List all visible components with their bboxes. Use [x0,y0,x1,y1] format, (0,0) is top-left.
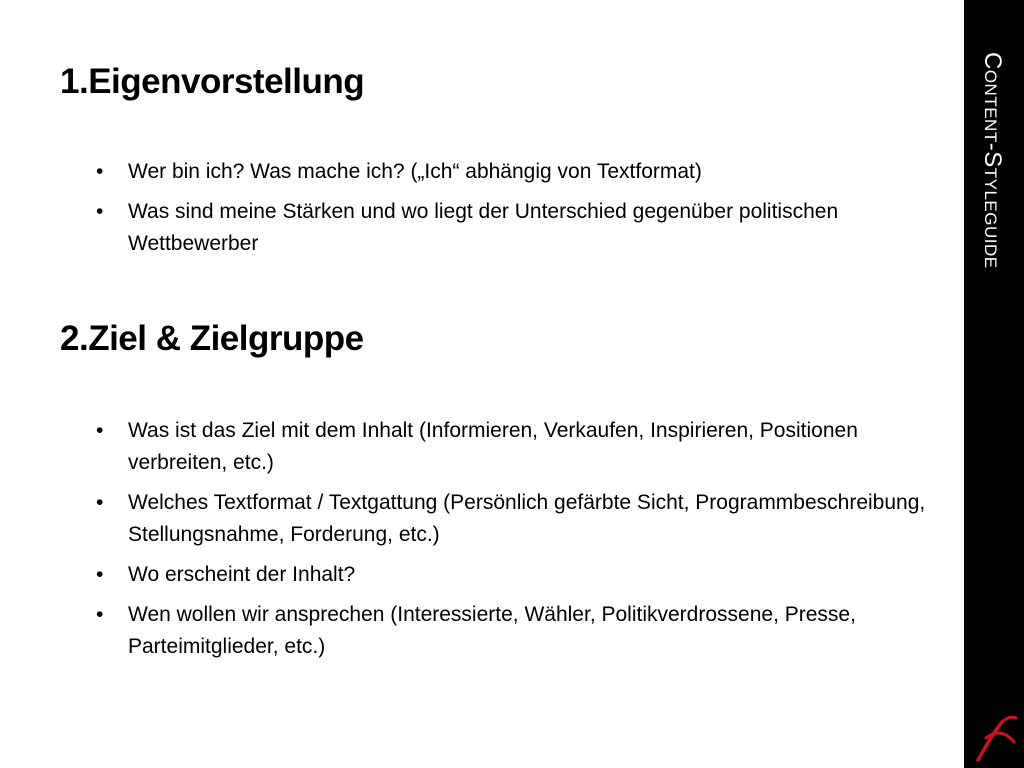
bullet-icon: • [96,200,104,223]
section-heading-eigenvorstellung: 1.Eigenvorstellung [60,62,365,101]
list-item [96,559,926,591]
bullet-list-ziel-zielgruppe [96,415,926,671]
brand-logo-icon [972,712,1020,764]
list-item [96,156,926,188]
bullet-icon: • [96,563,104,586]
list-item [96,599,926,663]
bullet-text: Wo erscheint der Inhalt? [128,563,356,586]
bullet-text: Welches Textformat / Textgattung (Persönlich gefärbte Sicht, Programmbeschreibung, Stellungsnahme, Forderung, etc.) [128,491,926,546]
bullet-list-eigenvorstellung [96,156,926,268]
bullet-icon: • [96,160,104,183]
section-heading-ziel-zielgruppe: 2.Ziel & Zielgruppe [60,319,364,358]
bullet-icon: • [96,419,104,442]
bullet-icon: • [96,603,104,626]
bullet-text: Was sind meine Stärken und wo liegt der Unterschied gegenüber politischen Wettbewerber [128,200,839,255]
bullet-icon: • [96,491,104,514]
bullet-text: Wer bin ich? Was mache ich? („Ich“ abhängig von Textformat) [128,160,702,183]
list-item [96,196,926,260]
bullet-text: Was ist das Ziel mit dem Inhalt (Informieren, Verkaufen, Inspirieren, Positionen verbreiten, etc.) [128,419,858,474]
list-item [96,487,926,551]
list-item [96,415,926,479]
side-title: Content-Styleguide [979,52,1006,269]
bullet-text: Wen wollen wir ansprechen (Interessierte, Wähler, Politikverdrossene, Presse, Parteimitglieder, etc.) [128,603,856,658]
